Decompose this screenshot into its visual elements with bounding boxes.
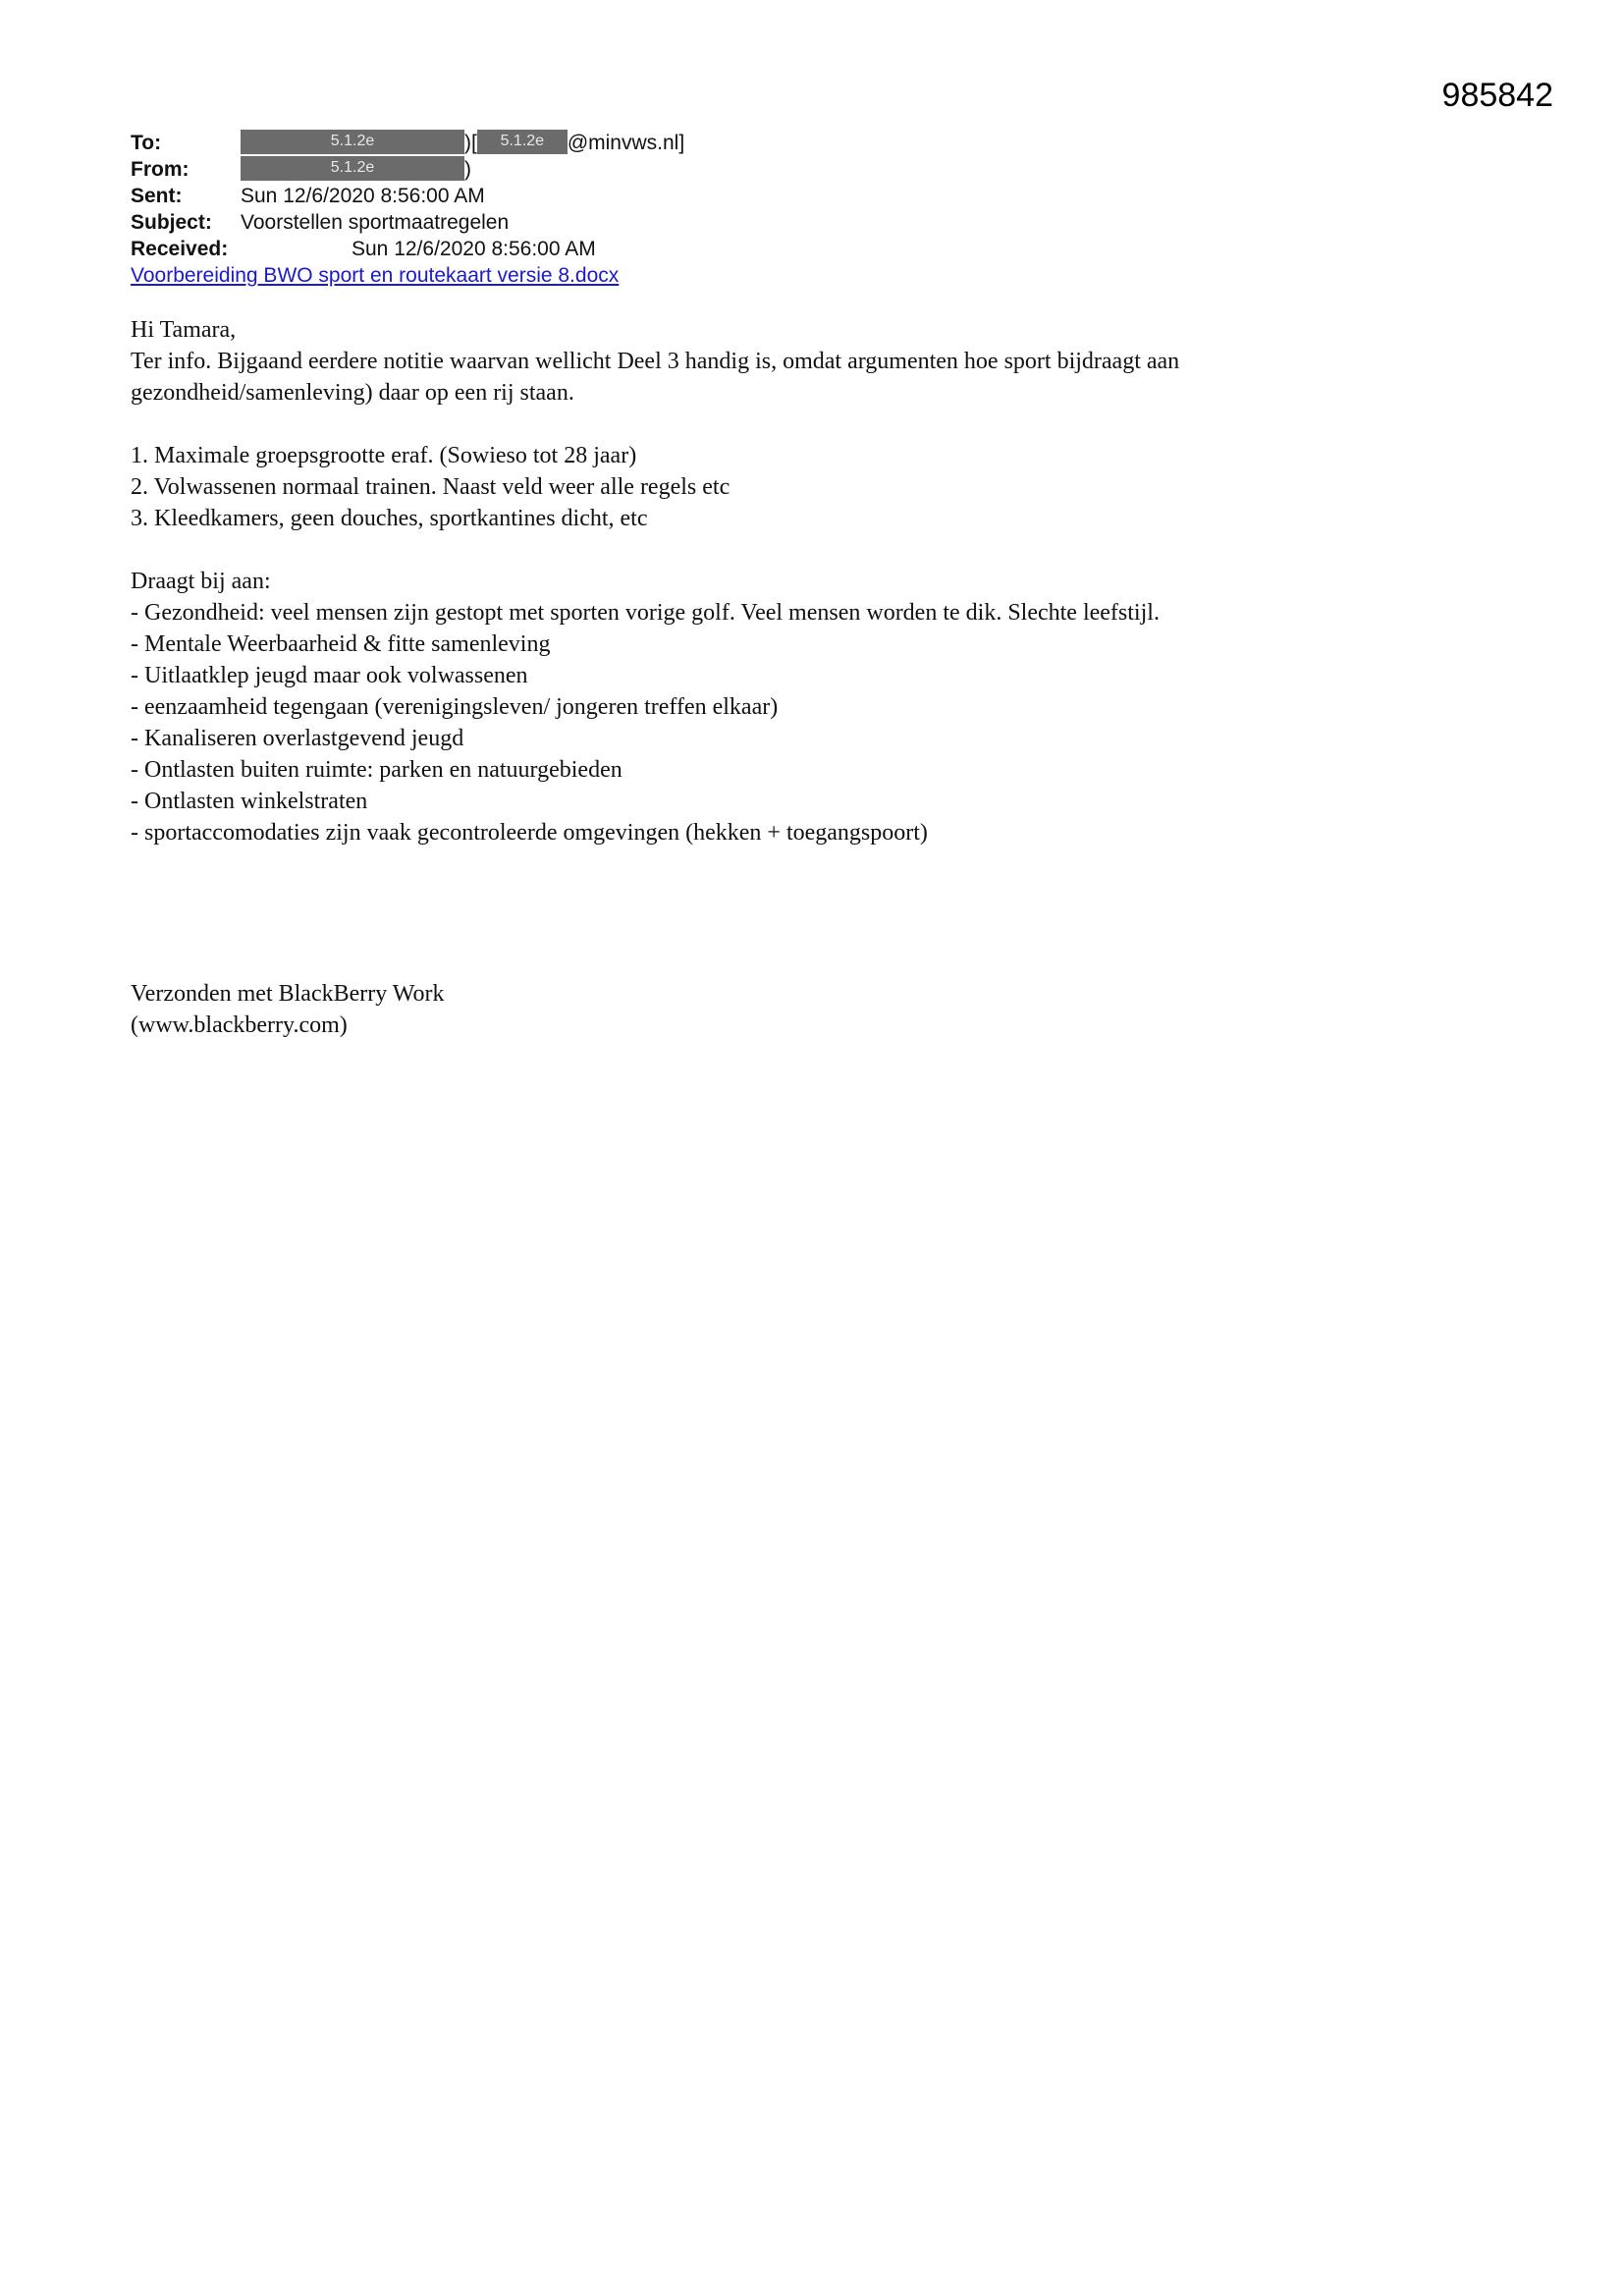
from-suffix: ) xyxy=(464,158,471,181)
to-suffix: @minvws.nl] xyxy=(567,132,685,154)
greeting: Hi Tamara, xyxy=(131,317,237,343)
intro-text-line-1: Ter info. Bijgaand eerdere notitie waarvan wellicht Deel 3 handig is, omdat argumenten hoe sport bijdraagt aan xyxy=(131,349,1180,374)
list-item: - Uitlaatklep jeugd maar ook volwassenen xyxy=(131,663,528,688)
list-item: - Ontlasten buiten ruimte: parken en natuurgebieden xyxy=(131,757,623,783)
to-row xyxy=(131,130,1407,156)
to-separator: )[ xyxy=(464,132,477,154)
list-item: 2. Volwassenen normaal trainen. Naast veld weer alle regels etc xyxy=(131,474,731,500)
redaction-box: 5.1.2e xyxy=(241,130,464,154)
received-label: Received: xyxy=(131,238,229,260)
list-item: 1. Maximale groepsgrootte eraf. (Sowieso tot 28 jaar) xyxy=(131,443,637,468)
attachment-row xyxy=(131,262,1407,289)
received-row xyxy=(131,236,1407,262)
sent-row xyxy=(131,183,1407,209)
list-item: - Kanaliseren overlastgevend jeugd xyxy=(131,726,464,751)
received-value: Sun 12/6/2020 8:56:00 AM xyxy=(352,238,596,260)
from-label: From: xyxy=(131,158,189,181)
redaction-box: 5.1.2e xyxy=(241,156,464,181)
from-value xyxy=(241,156,471,183)
signature xyxy=(131,978,445,1041)
signature-line-2: (www.blackberry.com) xyxy=(131,1012,348,1038)
list-item: - Gezondheid: veel mensen zijn gestopt met sporten vorige golf. Veel mensen worden te dik. Slechte leefstijl. xyxy=(131,600,1160,626)
email-header xyxy=(131,130,1407,289)
intro-text-line-2: gezondheid/samenleving) daar op een rij staan. xyxy=(131,380,574,406)
redaction-box: 5.1.2e xyxy=(477,130,568,154)
to-label: To: xyxy=(131,132,162,154)
document-id: 985842 xyxy=(1441,77,1553,114)
list-item: - Mentale Weerbaarheid & fitte samenleving xyxy=(131,631,551,657)
sent-value: Sun 12/6/2020 8:56:00 AM xyxy=(241,185,485,207)
email-body xyxy=(131,314,1407,848)
subject-value: Voorstellen sportmaatregelen xyxy=(241,211,510,234)
subject-label: Subject: xyxy=(131,211,212,234)
attachment-link[interactable]: Voorbereiding BWO sport en routekaart versie 8.docx xyxy=(131,264,620,287)
list-item: - Ontlasten winkelstraten xyxy=(131,789,368,814)
list-item: 3. Kleedkamers, geen douches, sportkantines dicht, etc xyxy=(131,506,648,531)
to-value xyxy=(241,130,684,156)
from-row xyxy=(131,156,1407,183)
signature-line-1: Verzonden met BlackBerry Work xyxy=(131,981,445,1007)
list-item: - eenzaamheid tegengaan (verenigingsleven/ jongeren treffen elkaar) xyxy=(131,694,779,720)
sent-label: Sent: xyxy=(131,185,183,207)
contributions-heading: Draagt bij aan: xyxy=(131,569,271,594)
list-item: - sportaccomodaties zijn vaak gecontroleerde omgevingen (hekken + toegangspoort) xyxy=(131,820,928,846)
subject-row xyxy=(131,209,1407,236)
